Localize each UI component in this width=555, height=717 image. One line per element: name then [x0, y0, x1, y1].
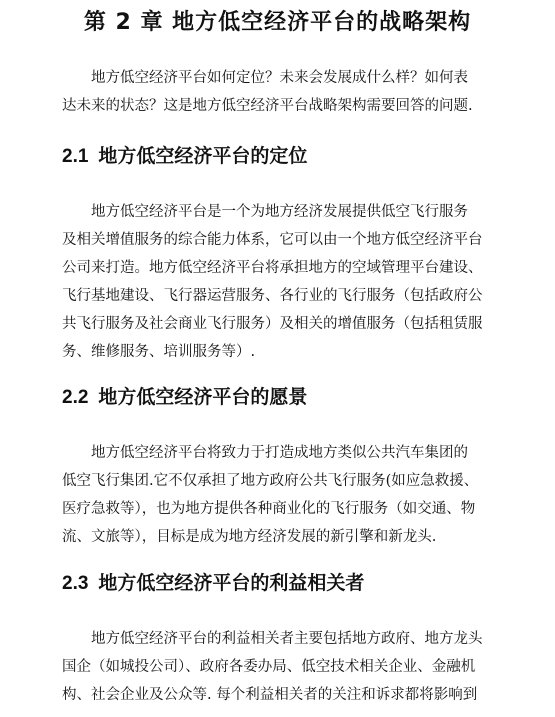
paragraph-line: 地方低空经济平台的利益相关者主要包括地方政府、地方龙头 [91, 631, 483, 647]
chapter-title: 第 2 章 地方低空经济平台的战略架构 [83, 10, 472, 35]
paragraph-line: 医疗急救等），也为地方提供各种商业化的飞行服务（如交通、物 [62, 501, 476, 517]
paragraph-line: 共飞行服务及社会商业飞行服务）及相关的增值服务（包括租赁服 [62, 316, 483, 332]
section-number: 2.3 [62, 573, 89, 594]
paragraph-line: 务、维修服务、培训服务等）. [62, 344, 256, 360]
section-heading-2-1 [62, 143, 307, 170]
section-number: 2.1 [62, 146, 89, 167]
paragraph-line: 流、文旅等），目标是成为地方经济发展的新引擎和新龙头. [62, 529, 437, 545]
paragraph-line: 公司来打造。地方低空经济平台将承担地方的空域管理平台建设、 [62, 260, 483, 276]
intro-paragraph [62, 64, 482, 120]
section-title-text: 地方低空经济平台的定位 [98, 145, 308, 167]
section-2-2-paragraph [62, 439, 482, 551]
section-2-3-paragraph [62, 625, 482, 709]
paragraph-line: 地方低空经济平台如何定位？未来会发展成什么样？如何表 [91, 70, 468, 86]
paragraph-line: 及相关增值服务的综合能力体系，它可以由一个地方低空经济平台 [62, 232, 483, 248]
section-title-text: 地方低空经济平台的愿景 [98, 386, 308, 408]
paragraph-line: 构、社会企业及公众等. 每个利益相关者的关注和诉求都将影响到 [62, 687, 478, 703]
paragraph-line: 地方低空经济平台将致力于打造成地方类似公共汽车集团的 [91, 445, 468, 461]
section-heading-2-3 [62, 570, 364, 597]
paragraph-line: 国企（如城投公司）、政府各委办局、低空技术相关企业、金融机 [62, 659, 476, 675]
section-number: 2.2 [62, 387, 89, 408]
paragraph-line: 低空飞行集团.它不仅承担了地方政府公共飞行服务(如应急救援、 [62, 473, 479, 489]
paragraph-line: 飞行基地建设、飞行器运营服务、各行业的飞行服务（包括政府公 [62, 288, 483, 304]
paragraph-line: 地方低空经济平台是一个为地方经济发展提供低空飞行服务 [91, 204, 468, 220]
paragraph-line: 达未来的状态？这是地方低空经济平台战略架构需要回答的问题. [62, 98, 473, 114]
section-title-text: 地方低空经济平台的利益相关者 [98, 572, 365, 594]
section-heading-2-2 [62, 384, 307, 411]
section-2-1-paragraph [62, 198, 482, 366]
